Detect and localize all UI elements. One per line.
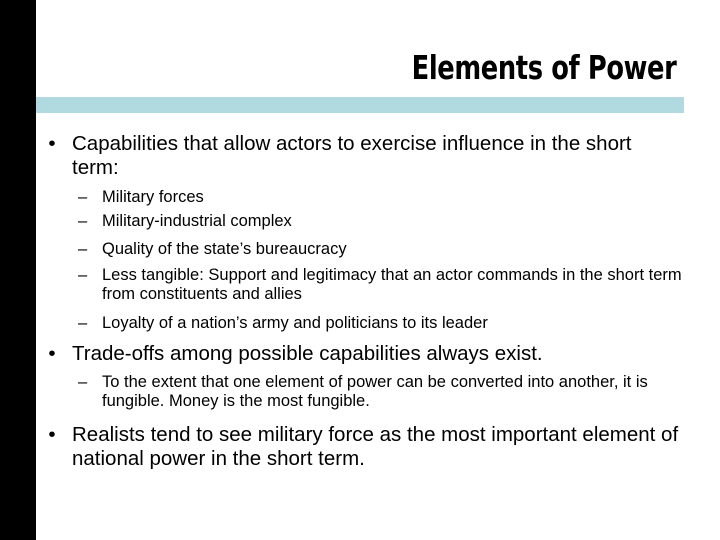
sub-bullet-item bbox=[78, 188, 687, 207]
slide-title: Elements of Power bbox=[411, 48, 676, 87]
sub-bullet-text: To the extent that one element of power can be converted into another, it is fungible. Money is the most fungible. bbox=[102, 373, 648, 410]
sub-bullet-marker: – bbox=[78, 373, 88, 391]
sub-bullet-item bbox=[78, 314, 687, 333]
sub-bullet-text: Loyalty of a nation’s army and politicians to its leader bbox=[102, 314, 488, 332]
sub-bullet-marker: – bbox=[78, 266, 88, 284]
sub-bullet-marker: – bbox=[78, 240, 88, 258]
bullet-text: Trade-offs among possible capabilities always exist. bbox=[72, 342, 543, 365]
sub-bullet-text: Military-industrial complex bbox=[102, 212, 292, 230]
sub-bullet-text: Quality of the state’s bureaucracy bbox=[102, 240, 347, 258]
bullet-item bbox=[48, 132, 682, 180]
sub-bullet-marker: – bbox=[78, 188, 88, 206]
sub-bullet-item bbox=[78, 373, 687, 411]
sub-bullet-text: Less tangible: Support and legitimacy that an actor commands in the short term from constituents and allies bbox=[102, 266, 682, 303]
bullet-marker: • bbox=[48, 342, 56, 365]
sub-bullet-item bbox=[78, 212, 687, 231]
bullet-text: Capabilities that allow actors to exercise influence in the short term: bbox=[72, 132, 632, 179]
bullet-item bbox=[48, 423, 682, 471]
sub-bullet-marker: – bbox=[78, 314, 88, 332]
bullet-marker: • bbox=[48, 132, 56, 155]
sub-bullet-text: Military forces bbox=[102, 188, 204, 206]
bullet-text: Realists tend to see military force as the most important element of national power in the short term. bbox=[72, 423, 679, 470]
sub-bullet-marker: – bbox=[78, 212, 88, 230]
sub-bullet-item bbox=[78, 266, 687, 304]
sub-bullet-item bbox=[78, 240, 687, 259]
bullet-item bbox=[48, 342, 682, 366]
bullet-marker: • bbox=[48, 423, 56, 446]
